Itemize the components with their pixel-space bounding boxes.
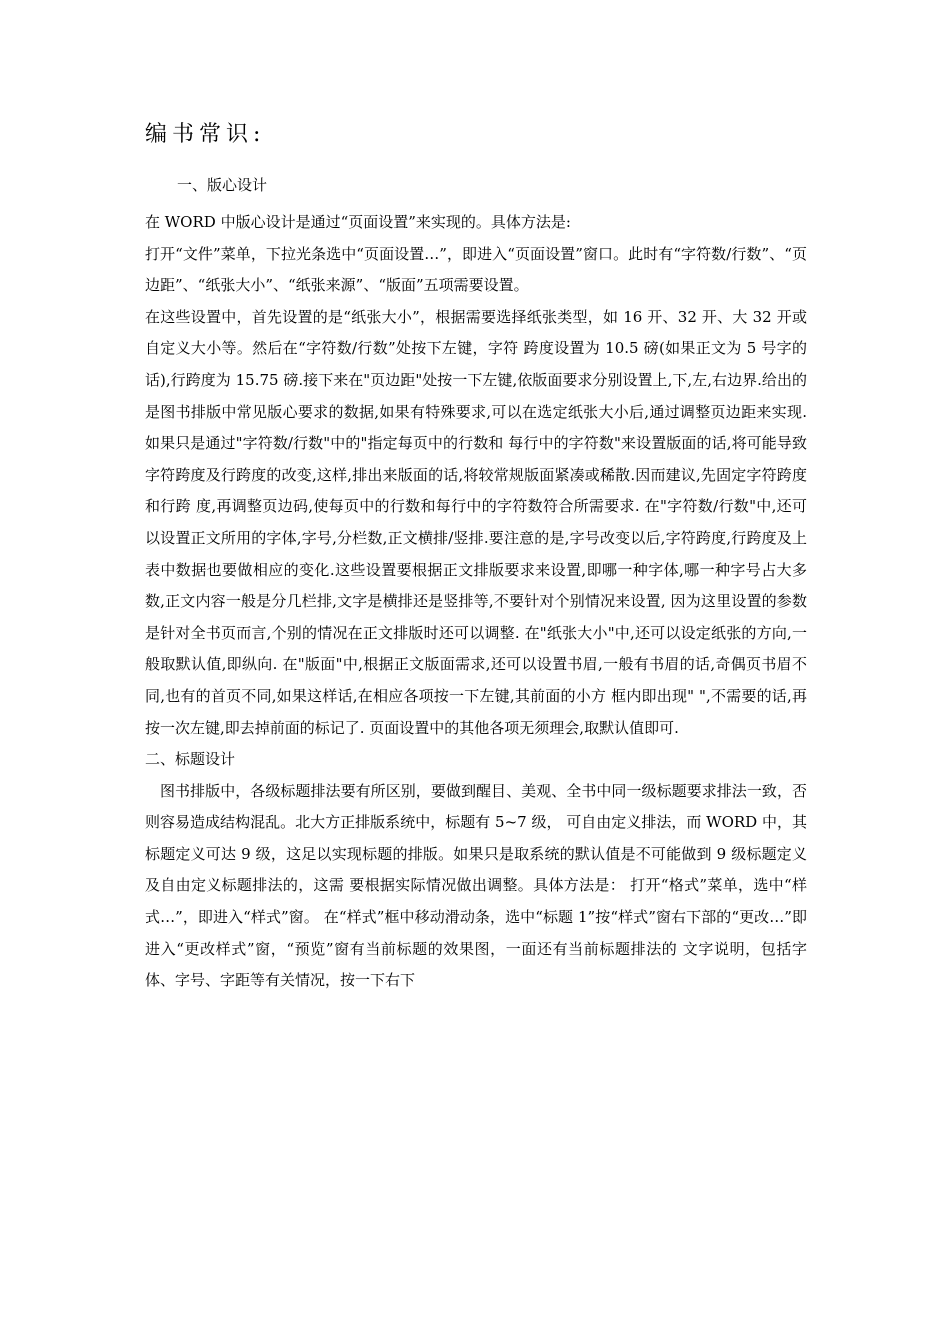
paragraph-page-setup-details: 在这些设置中，首先设置的是“纸张大小”，根据需要选择纸张类型，如 16 开、32 开、大 32 开或自定义大小等。然后在“字符数/行数”处按下左键，字符 跨度设置为 10.5 磅(如果正文为 5 号字的话),行跨度为 15.75 磅.接下来在"页边距"处按一下左键,依版面要求分别设置上,下,左,右边界.给出的 是图书排版中常见版心要求的数据,如果有特殊要求,可以在选定纸张大小后,通过调整页边距来实现.如果只是通过"字符数/行数"中的"指定每页中的行数和 每行中的字符数"来设置版面的话,将可能导致字符跨度及行跨度的改变,这样,排出来版面的话,将较常规版面紧凑或稀散.因而建议,先固定字符跨度和行跨 度,再调整页边码,使每页中的行数和每行中的字符数符合所需要求. 在"字符数/行数"中,还可以设置正文所用的字体,字号,分栏数,正文横排/竖排.要注意的是,字号改变以后,字符跨度,行跨度及上表中数据也要做相应的变化.这些设置要根据正文排版要求来设置,即哪一种字体,哪一种字号占大多数,正文内容一般是分几栏排,文字是横排还是竖排等,不要针对个别情况来设置, 因为这里设置的参数是针对全书页而言,个别的情况在正文排版时还可以调整. 在"纸张大小"中,还可以设定纸张的方向,一般取默认值,即纵向. 在"版面"中,根据正文版面需求,还可以设置书眉,一般有书眉的话,奇偶页书眉不同,也有的首页不同,如果这样话,在相应各项按一下左键,其前面的小方 框内即出现" ",不需要的话,再按一次左键,即去掉前面的标记了. 页面设置中的其他各项无须理会,取默认值即可. xyxy=(145,307,807,737)
section-heading-title-design: 二、标题设计 xyxy=(145,750,236,769)
document-title: 编书常识: xyxy=(145,122,266,147)
paragraph-intro: 在 WORD 中版心设计是通过“页面设置”来实现的。具体方法是: xyxy=(145,213,571,231)
paragraph-title-design: 图书排版中，各级标题排法要有所区别，要做到醒目、美观、全书中同一级标题要求排法一致，否则容易造成结构混乱。北大方正排版系统中，标题有 5~7 级， 可自由定义排法，而 WORD 中，其标题定义可达 9 级，这足以实现标题的排版。如果只是取系统的默认值是不可能做到 9 级标题定义及自由定义标题排法的，这需 要根据实际情况做出调整。具体方法是： 打开“格式”菜单，选中“样式…”，即进入“样式”窗。 在“样式”框中移动滑动条，选中“标题 1”按“样式”窗右下部的“更改…”即进入“更改样式”窗，“预览”窗有当前标题的效果图，一面还有当前标题排法的 文字说明，包括字体、字号、字距等有关情况，按一下右下 xyxy=(145,781,807,990)
document-body xyxy=(145,207,807,997)
paragraph-page-setup-menu: 打开“文件”菜单，下拉光条选中“页面设置…”，即进入“页面设置”窗口。此时有“字符数/行数”、“页边距”、“纸张大小”、“纸张来源”、“版面”五项需要设置。 xyxy=(145,244,807,295)
section-heading-layout-design: 一、版心设计 xyxy=(177,176,268,194)
